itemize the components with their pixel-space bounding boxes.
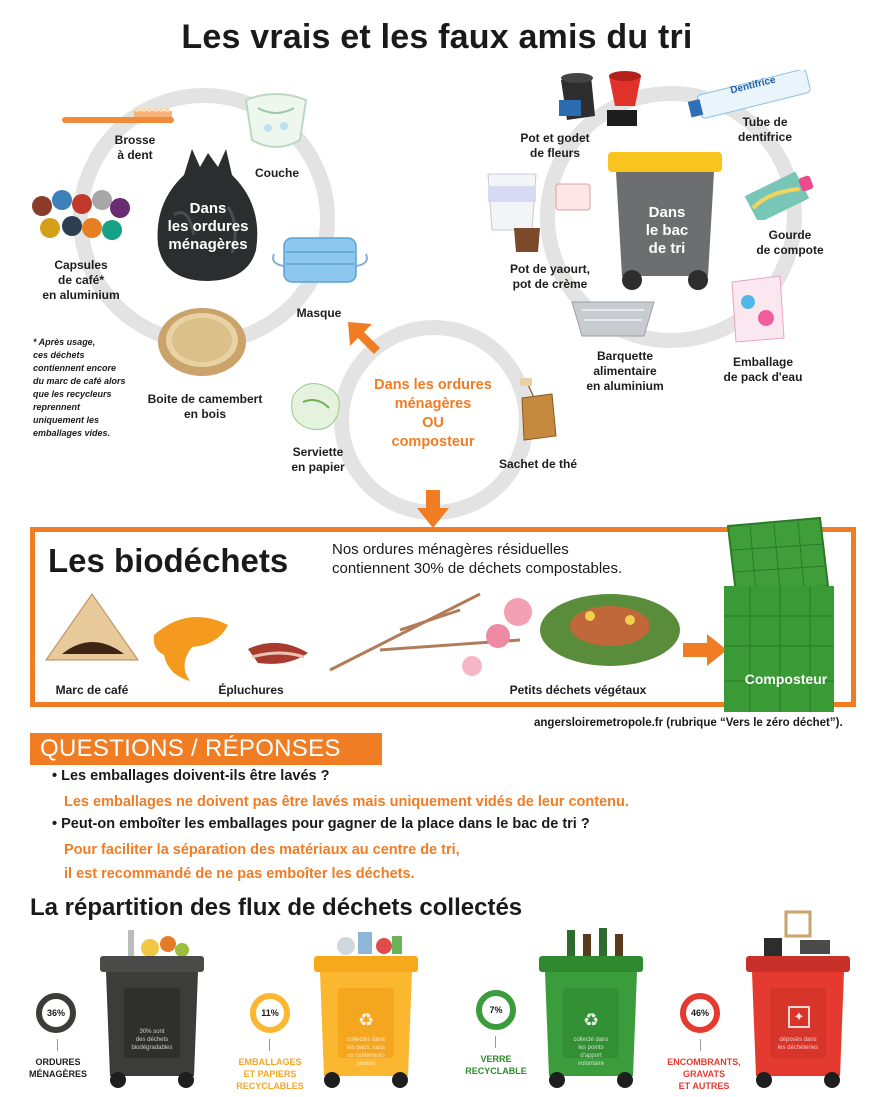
compost-center-label: Dans les ordures ménagères OU composteur <box>374 377 492 450</box>
toothbrush-icon <box>60 108 185 130</box>
label-gourde: Gourde de compote <box>756 228 824 257</box>
connector-3 <box>495 1036 496 1048</box>
water-pack-wrap-icon <box>726 272 788 346</box>
bio-item-epluchures: Épluchures <box>218 683 284 697</box>
label-serviette: Serviette en papier <box>291 445 345 474</box>
flower-pots-icon <box>555 70 650 132</box>
ordures-center-label: Dans les ordures ménagères <box>167 200 249 253</box>
answer-1: Les emballages ne doivent pas être lavés mais uniquement vidés de leur contenu. <box>64 794 629 810</box>
source-link[interactable]: angersloiremetropole.fr (rubrique “Vers le zéro déchet”). <box>534 717 843 729</box>
label-masque: Masque <box>296 306 342 320</box>
label-pot-godet: Pot et godet de fleurs <box>520 131 590 160</box>
coffee-capsules-icon <box>28 188 136 248</box>
recycle-icon: ♻ <box>358 1010 375 1030</box>
label-ordures: ORDURES MÉNAGÈRES <box>28 1057 87 1079</box>
answer-2: Pour faciliter la séparation des matériaux au centre de tri, il est recommandé de ne pas emboîter les déchets. <box>64 842 460 882</box>
label-barquette: Barquette alimentaire en aluminium <box>586 349 664 393</box>
napkin-icon <box>285 376 347 436</box>
biodechets-title: Les biodéchets <box>48 542 289 579</box>
compote-pouch-icon <box>740 168 822 220</box>
tri-center-label: Dans le bac de tri <box>645 204 689 257</box>
peels-icon <box>148 605 318 685</box>
arrow-up-left-icon <box>344 318 384 358</box>
coffee-filter-icon <box>42 590 142 670</box>
percent-verre: 7% <box>476 990 516 1030</box>
label-encombrants: ENCOMBRANTS, GRAVATS ET AUTRES <box>667 1057 741 1091</box>
bin-verre-text: collecté dans les points d'apport volontaire <box>573 1037 609 1067</box>
question-2: • Peut-on emboîter les emballages pour gagner de la place dans le bac de tri ? <box>52 816 590 832</box>
composteur-label: Composteur <box>744 671 828 687</box>
flux-title: La répartition des flux de déchets collectés <box>30 894 523 921</box>
percent-emballages: 11% <box>250 993 290 1033</box>
label-capsules: Capsules de café* en aluminium <box>42 258 120 302</box>
aluminium-tray-icon <box>568 292 658 346</box>
connector-1 <box>57 1039 58 1051</box>
bin-encombrants-text: déposés dans les déchèteries <box>777 1037 819 1051</box>
bin-ordures-icon <box>98 926 206 1092</box>
qa-item-2 <box>52 816 590 832</box>
plant-waste-icon <box>320 580 700 680</box>
label-couche: Couche <box>254 166 299 180</box>
label-boite: Boite de camembert en bois <box>147 392 263 421</box>
dechetterie-icon: ✦ <box>788 1006 810 1028</box>
arrow-down-icon <box>417 490 449 530</box>
bin-emballages-text: collectés dans les bacs, sacs ou conteneurs jaunes <box>346 1037 386 1067</box>
percent-ordures: 36% <box>36 993 76 1033</box>
bin-encombrants-icon <box>744 910 852 1092</box>
label-brosse: Brosse à dent <box>114 133 156 162</box>
label-emballage: Emballage de pack d'eau <box>723 355 803 384</box>
bio-item-marc: Marc de café <box>55 683 129 697</box>
bio-item-vegetaux: Petits déchets végétaux <box>509 683 647 697</box>
label-emballages: EMBALLAGES ET PAPIERS RECYCLABLES <box>236 1057 304 1091</box>
qa-item-1 <box>52 768 329 784</box>
connector-4 <box>700 1039 701 1051</box>
mask-icon <box>270 230 370 290</box>
label-tube: Tube de dentifrice <box>737 115 792 144</box>
bin-ordures-text: 30% sont des déchets biodégradables <box>131 1029 173 1051</box>
question-1: • Les emballages doivent-ils être lavés ? <box>52 768 330 784</box>
page-title: Les vrais et les faux amis du tri <box>181 18 693 56</box>
label-verre: VERRE RECYCLABLE <box>465 1054 527 1076</box>
label-yaourt: Pot de yaourt, pot de crème <box>509 262 590 291</box>
qa-heading: QUESTIONS / RÉPONSES <box>30 733 382 765</box>
biodechets-description: Nos ordures ménagères résiduelles contiennent 30% de déchets compostables. <box>332 541 623 577</box>
note-capsules: * Après usage, ces déchets contiennent encore du marc de café alors que les recycleurs reprennent uniquement les emballages vides. <box>33 337 126 438</box>
tea-bag-icon <box>512 378 562 448</box>
percent-encombrants: 46% <box>680 993 720 1033</box>
toothpaste-brand: Dentifrice <box>729 74 777 97</box>
label-sachet: Sachet de thé <box>498 457 578 471</box>
connector-2 <box>269 1039 270 1051</box>
yogurt-pot-icon <box>484 168 596 260</box>
toothpaste-tube-icon <box>688 70 818 120</box>
camembert-box-icon <box>155 300 250 378</box>
composter-icon <box>720 516 838 718</box>
recycle-icon-verre: ♻ <box>583 1010 600 1030</box>
